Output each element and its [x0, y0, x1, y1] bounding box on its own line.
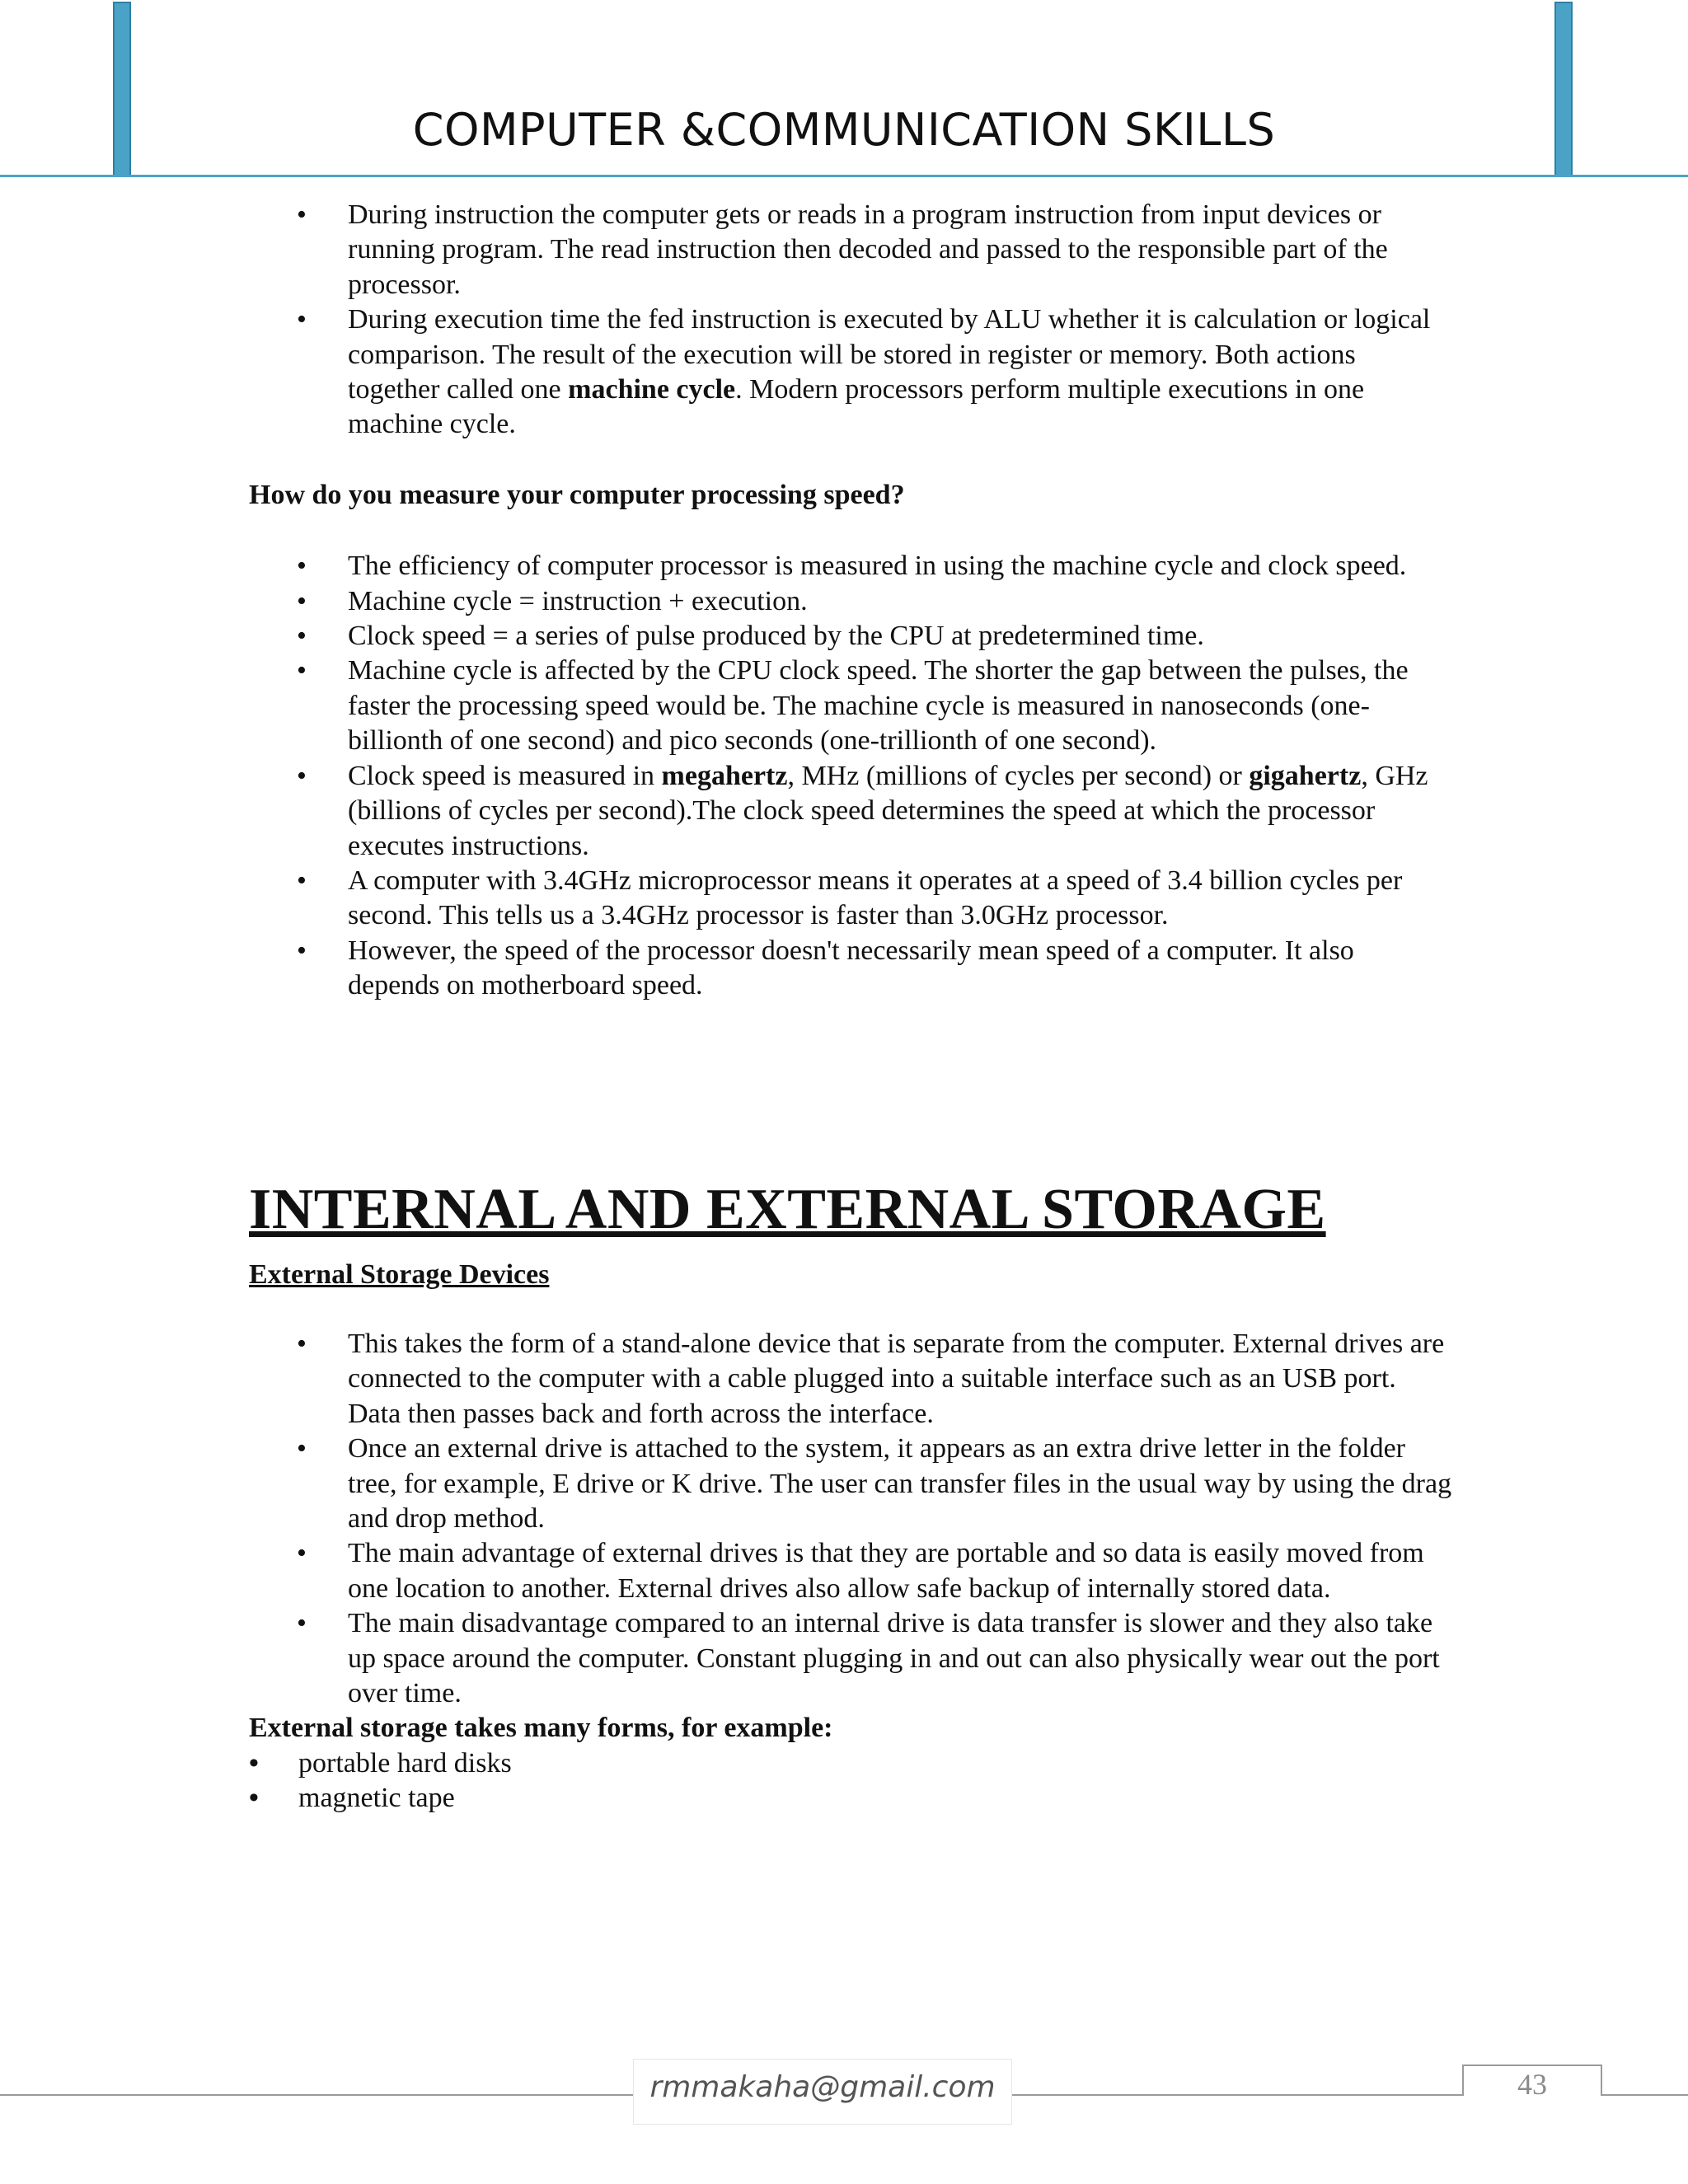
- list-item-text: The main advantage of external drives is that they are portable and so data is easily moved from one location to another. External drives also allow safe backup of internally stored data.: [348, 1538, 1424, 1604]
- list-item: [249, 759, 1452, 864]
- bullet-icon: •: [297, 551, 307, 582]
- list-item: [249, 654, 1452, 758]
- list-item-text: Clock speed = a series of pulse produced by the CPU at predetermined time.: [348, 621, 1204, 652]
- footer-rule-left: [0, 2094, 633, 2096]
- list-item: [249, 1781, 1452, 1816]
- term-gigahertz: gigahertz: [1249, 760, 1362, 791]
- list-item-text: Machine cycle = instruction + execution.: [348, 585, 808, 616]
- list-item-text: portable hard disks: [298, 1747, 512, 1779]
- bullet-icon: •: [249, 1747, 259, 1779]
- list-item-text: The efficiency of computer processor is measured in using the machine cycle and clock speed.: [348, 551, 1407, 582]
- term-machine-cycle: machine cycle: [568, 374, 736, 405]
- list-item-text: , GHz (billions of cycles per second).The clock speed determines the speed at which the processor executes instructions.: [348, 760, 1428, 861]
- bullet-icon: •: [297, 935, 307, 966]
- storage-bullet-list: [249, 1327, 1452, 1711]
- list-item-text: During execution time the fed instruction is executed by ALU whether it is calculation or logical comparison. The result of the execution will be stored in register or memory. Both actions together called one: [348, 304, 1431, 405]
- speed-question-heading: How do you measure your computer processing speed?: [249, 479, 905, 510]
- bullet-icon: •: [297, 865, 307, 896]
- list-item-text: Clock speed is measured in: [348, 760, 662, 791]
- list-item: [249, 198, 1452, 302]
- bullet-icon: •: [297, 1328, 307, 1359]
- storage-forms-list: [249, 1746, 1452, 1816]
- bullet-icon: •: [297, 199, 307, 230]
- list-item: [249, 619, 1452, 654]
- list-item: [249, 1536, 1452, 1606]
- list-item: [249, 302, 1452, 443]
- bullet-icon: •: [297, 585, 307, 616]
- list-item: [249, 864, 1452, 934]
- bullet-icon: •: [297, 621, 307, 652]
- bullet-icon: •: [297, 760, 307, 791]
- bullet-icon: •: [297, 1608, 307, 1639]
- page-body: [249, 198, 1452, 1816]
- bullet-icon: •: [297, 1538, 307, 1569]
- list-item: [249, 1327, 1452, 1432]
- footer-rule-far-right: [1602, 2094, 1688, 2096]
- page-header-title: COMPUTER &COMMUNICATION SKILLS: [412, 104, 1276, 156]
- list-item-text: A computer with 3.4GHz microprocessor means it operates at a speed of 3.4 billion cycles per second. This tells us a 3.4GHz processor is faster than 3.0GHz processor.: [348, 865, 1403, 931]
- page-number: 43: [1517, 2068, 1547, 2101]
- footer-email: rmmakaha@gmail.com: [649, 2070, 996, 2104]
- list-item-text: . Modern processors perform multiple executions in one machine cycle.: [348, 374, 1365, 440]
- list-item: [249, 1606, 1452, 1711]
- list-item-text: magnetic tape: [298, 1783, 455, 1814]
- list-item-text: During instruction the computer gets or reads in a program instruction from input devices or running program. The read instruction then decoded and passed to the responsible part of the processor.: [348, 199, 1388, 300]
- header-rule: [0, 175, 1688, 177]
- list-item-text: , MHz (millions of cycles per second) or: [787, 760, 1250, 791]
- list-item-text: Machine cycle is affected by the CPU clock speed. The shorter the gap between the pulses, the faster the processing speed would be. The machine cycle is measured in nanoseconds (one-billionth of one second) and pico seconds (one-trillionth of one second).: [348, 655, 1409, 757]
- subsection-heading: External Storage Devices: [249, 1258, 550, 1290]
- section-heading: INTERNAL AND EXTERNAL STORAGE: [249, 1177, 1326, 1241]
- bullet-icon: •: [297, 304, 307, 335]
- list-item: [249, 934, 1452, 1004]
- speed-bullet-list: [249, 549, 1452, 1003]
- term-megahertz: megahertz: [661, 760, 788, 791]
- list-item-text: However, the speed of the processor doesn't necessarily mean speed of a computer. It also depends on motherboard speed.: [348, 935, 1354, 1001]
- list-item-text: This takes the form of a stand-alone device that is separate from the computer. External drives are connected to the computer with a cable plugged into a suitable interface such as an USB port. Data then passes back and forth across the interface.: [348, 1328, 1445, 1429]
- list-item: [249, 1746, 1452, 1781]
- bullet-icon: •: [297, 655, 307, 687]
- list-item-text: Once an external drive is attached to the system, it appears as an extra drive letter in the folder tree, for example, E drive or K drive. The user can transfer files in the usual way by using the drag and drop method.: [348, 1433, 1452, 1534]
- list-item: [249, 584, 1452, 619]
- bullet-icon: •: [249, 1783, 259, 1814]
- intro-bullet-list: [249, 198, 1452, 443]
- footer-rule-right: [1012, 2094, 1462, 2096]
- bullet-icon: •: [297, 1433, 307, 1465]
- forms-intro-label: External storage takes many forms, for example:: [249, 1713, 833, 1744]
- list-item: [249, 549, 1452, 583]
- list-item: [249, 1432, 1452, 1536]
- list-item-text: The main disadvantage compared to an internal drive is data transfer is slower and they also take up space around the computer. Constant plugging in and out can also physically wear out the port over time.: [348, 1608, 1440, 1708]
